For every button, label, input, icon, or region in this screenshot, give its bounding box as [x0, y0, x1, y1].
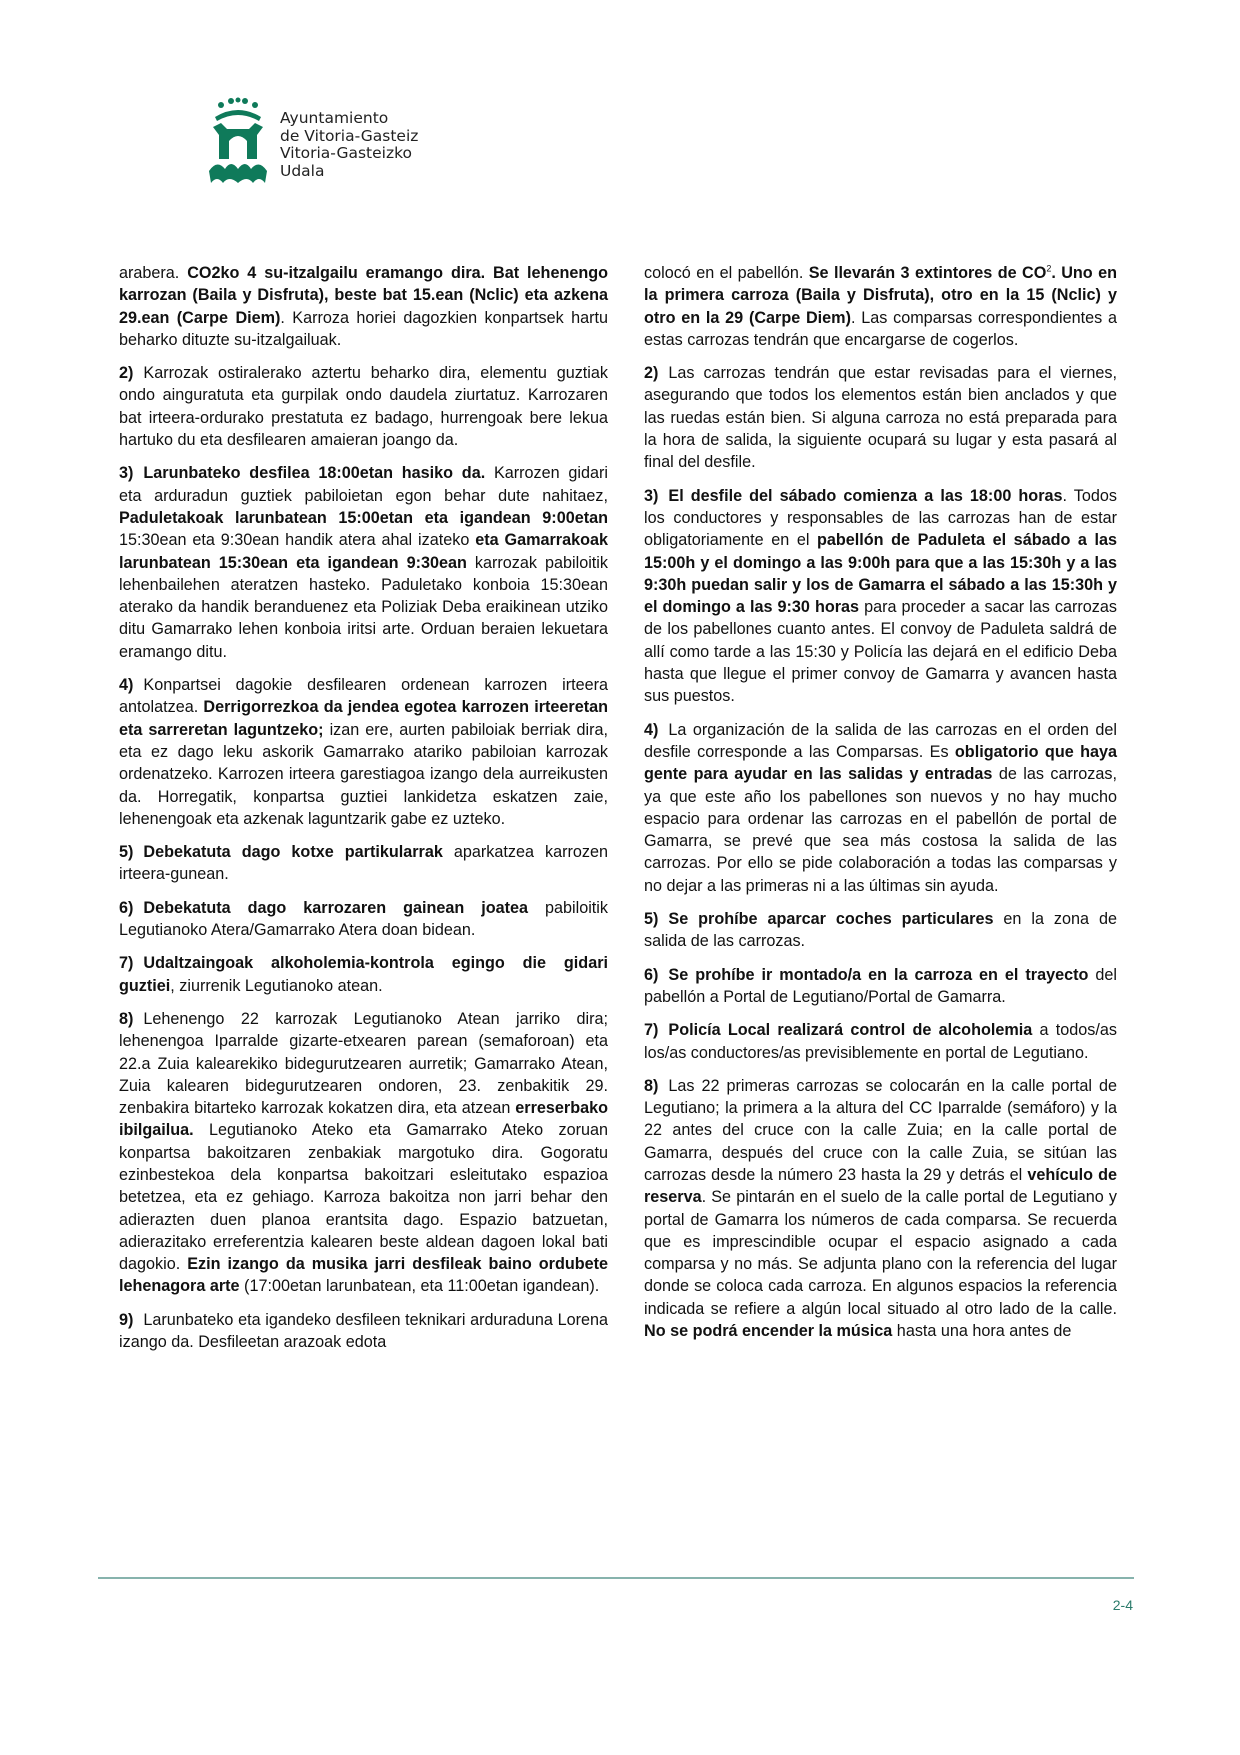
item-number: 3) [644, 486, 659, 505]
org-line: de Vitoria-Gasteiz [280, 126, 419, 145]
text: hasta una hora antes de [892, 1322, 1072, 1341]
text: colocó en el pabellón. [644, 264, 809, 282]
text: (17:00etan larunbatean, eta 11:00etan igandean). [239, 1277, 600, 1296]
bold-text: Udaltzaingoak alkoholemia-kontrola egingo die gidari guztiei [119, 954, 608, 995]
paragraph-7 [644, 1019, 1117, 1064]
text: . Todos los conductores y responsables de las carrozas han de estar obligatoriamente en el [644, 486, 1118, 550]
bold-text: CO2ko 4 su-itzalgailu eramango dira. Bat lehenengo karrozan (Baila y Disfruta), beste bat 15.ean (Nclic) eta azkena 29.ean (Carpe Diem) [119, 264, 609, 327]
bold-text: Se llevarán 3 extintores de CO [808, 264, 1047, 282]
org-line: Udala [280, 161, 325, 180]
text: , ziurrenik Legutianoko atean. [170, 976, 383, 995]
text: . Las comparsas correspondientes a estas carrozas tendrán que encargarse de cogerlos. [644, 308, 1117, 349]
bold-text: El desfile del sábado comienza a las 18:00 horas [668, 486, 1063, 505]
text: Legutianoko Ateko eta Gamarrako Ateko zoruan konpartsa bakoitzaren zenbakiak margotuko dira. Gogoratu ezinbestekoa dela konpartsa bakoitzari esleitutako espazioa betetzea, eta ez gehiago. Karroza bakoitza non jarri behar den adierazten duen planoa erantsita dago. Espazio batzuetan, adierazitako erreferentzia kalearen beste aldean dagoen lokal bati dagokio. [119, 1121, 608, 1274]
paragraph-4 [119, 674, 608, 830]
bold-text: Larunbateko desfilea 18:00etan hasiko da. [143, 464, 486, 483]
bold-text: vehículo de reserva [644, 1165, 1117, 1207]
paragraph-8 [119, 1008, 608, 1298]
bold-text: eta Gamarrakoak larunbatean 15:30ean eta igandean 9:30ean [119, 531, 608, 572]
superscript: 2 [1046, 263, 1052, 274]
bold-text: Se prohíbe ir montado/a en la carroza en el trayecto [668, 965, 1089, 984]
paragraph-1 [644, 262, 1117, 351]
paragraph-6 [644, 964, 1117, 1009]
footer-divider [98, 1577, 1134, 1579]
org-line: Ayuntamiento [280, 109, 389, 127]
org-line: Vitoria-Gasteizko [280, 144, 413, 162]
item-number: 6) [644, 965, 659, 984]
item-number: 4) [644, 720, 659, 739]
paragraph-9 [119, 1309, 608, 1354]
paragraph-6 [119, 897, 608, 942]
text: 15:30ean eta 9:30ean handik atera ahal izateko [119, 531, 476, 550]
paragraph-3 [644, 485, 1117, 708]
item-number: 5) [119, 843, 134, 862]
paragraph-2 [644, 362, 1117, 473]
bold-text: Se prohíbe aparcar coches particulares [668, 910, 994, 929]
bold-text: Paduletakoak larunbatean 15:00etan eta igandean 9:00etan [119, 508, 608, 527]
bold-text: Derrigorrezkoa da jendea egotea karrozen irteeretan eta sarreretan laguntzeko; [119, 698, 608, 739]
bold-text: pabellón de Paduleta el sábado a las 15:00h y el domingo a las 9:00h para que a las 15:30h y a las 9:30h puedan salir y los de Gamarra el sábado a las 15:30h y el domingo a las 9:30 horas [644, 531, 1118, 617]
bold-text: obligatorio que haya gente para ayudar en las salidas y entradas [644, 742, 1117, 784]
text: . Karroza horiei dagozkien konpartsek hartu beharko dituzte su-itzalgailuak. [119, 308, 608, 349]
bold-text: Ezin izango da musika jarri desfileak baino ordubete lehenagora arte [119, 1255, 608, 1296]
text: Larunbateko eta igandeko desfileen teknikari arduraduna Lorena izango da. Desfileetan arazoak edota [119, 1310, 608, 1352]
paragraph-5 [119, 841, 608, 886]
paragraph-2 [119, 362, 608, 451]
item-number: 2) [119, 364, 134, 383]
item-number: 4) [119, 676, 134, 695]
bold-text: erreserbako ibilgailua. [119, 1099, 608, 1140]
page-number: 2-4 [1112, 1597, 1133, 1613]
basque-column [119, 262, 608, 1364]
paragraph-4 [644, 719, 1117, 897]
text: Karrozen gidari eta arduradun guztiek pabiloietan egon behar dute nahitaez, [119, 464, 608, 505]
paragraph-3 [119, 462, 608, 663]
text: de las carrozas, ya que este año los pabellones son nuevos y no hay mucho espacio para ordenar las carrozas en el pabellón de portal de Gamarra, se prevé que sea más costosa la salida de las carrozas. Por ello se pide colaboración a todas las comparsas y no dejar a las primeras ni a las últimas sin ayuda. [644, 765, 1117, 895]
paragraph-1 [119, 262, 608, 351]
paragraph-7 [119, 952, 608, 997]
paragraph-5 [644, 908, 1117, 953]
text: Karrozak ostiralerako aztertu beharko dira, elementu guztiak ondo ainguratuta eta gurpilak ondo daudela ziurtatuz. Karrozaren bat irteera-ordurako prestatuta ez badago, hurrengoak bere lekua hartuko du eta desfilearen amaieran joango da. [119, 364, 608, 450]
text: karrozak pabiloitik lehenbailehen ateratzen hasteko. Paduletako konboia 15:30ean aterako da handik beranduenez eta Poliziak Deba eraikinean utziko ditu Gamarrako lehen konboia iritsi arte. Orduan beraien lekuetara eramango ditu. [119, 553, 608, 661]
text: del pabellón a Portal de Legutiano/Portal de Gamarra. [644, 965, 1117, 1006]
bold-text: Debekatuta dago kotxe partikularrak [143, 843, 443, 862]
item-number: 9) [119, 1310, 134, 1329]
bold-text: Debekatuta dago karrozaren gainean joatea [143, 898, 529, 917]
bold-text: Policía Local realizará control de alcoholemia [668, 1021, 1033, 1040]
coat-of-arms-icon [207, 97, 269, 189]
item-number: 2) [644, 364, 659, 383]
bold-text: No se podrá encender la música [644, 1322, 893, 1341]
text: Konpartsei dagokie desfilearen ordenean karrozen irteera antolatzea. [119, 676, 608, 717]
item-number: 3) [119, 464, 134, 483]
item-number: 8) [644, 1076, 659, 1095]
text: izan ere, aurten pabiloiak berriak dira, eta ez dago leku askorik Gamarrako atariko pabiloian karrozak ordenatzeko. Karrozen irteera garestiagoa izango dela aurreikusten da. Horregatik, konpartsa guztiei lankidetza eskatzen zaie, lehenengoak eta azkenak laguntzarik gabe ez uzteko. [119, 720, 609, 828]
bold-text: . Uno en la primera carroza (Baila y Disfruta), otro en la 15 (Nclic) y otro en la 29 (Carpe Diem) [644, 264, 1117, 327]
item-number: 7) [119, 954, 134, 973]
organization-name [280, 110, 418, 180]
paragraph-8 [644, 1075, 1117, 1343]
text: en la zona de salida de las carrozas. [644, 910, 1117, 951]
text: La organización de la salida de las carrozas en el orden del desfile corresponde a las Comparsas. Es [644, 720, 1117, 761]
item-number: 6) [119, 898, 134, 917]
item-number: 8) [119, 1009, 134, 1028]
text: Las 22 primeras carrozas se colocarán en la calle portal de Legutiano; la primera a la altura del CC Iparralde (semáforo) y la 22 antes del cruce con la calle Zuia; en la calle portal de Gamarra, después del cruce con la calle Zuia, se sitúan las carrozas desde la número 23 hasta la 29 y detrás el [644, 1076, 1117, 1184]
text: para proceder a sacar las carrozas de los pabellones cuanto antes. El convoy de Paduleta saldrá de allí como tarde a las 15:30 y Policía las dejará en el edificio Deba hasta que llegue el primer convoy de Gamarra y avancen hasta sus puestos. [644, 598, 1117, 706]
text: . Se pintarán en el suelo de la calle portal de Legutiano y portal de Gamarra los números de cada comparsa. Se recuerda que es imprescindible ocupar el espacio asignado a cada comparsa y no más. Se adjunta plano con la referencia del lugar donde se coloca cada carroza. En algunos espacios la referencia indicada se refiere a algún local situado al otro lado de la calle. [644, 1188, 1117, 1318]
text: Lehenengo 22 karrozak Legutianoko Atean jarriko dira; lehenengoa Iparralde gizarte-etxearen parean (semaforoan) eta 22.a Zuia kalearekiko bidegurutzearen aurretik; Gamarrako Atean, Zuia kalearen bidegurutzearen ondoren, 23. zenbakitik 29. zenbakira bitarteko karrozak kokatzen dira, eta atzean [119, 1009, 608, 1118]
item-number: 7) [644, 1021, 659, 1040]
text: a todos/as los/as conductores/as previsiblemente en portal de Legutiano. [644, 1021, 1117, 1062]
item-number: 5) [644, 910, 659, 929]
text: aparkatzea karrozen irteera-gunean. [119, 843, 608, 884]
spanish-column [644, 262, 1117, 1353]
text: pabiloitik Legutianoko Atera/Gamarrako Atera doan bidean. [119, 898, 608, 940]
text: Las carrozas tendrán que estar revisadas para el viernes, asegurando que todos los elementos están bien anclados y que las ruedas están bien. Si alguna carroza no está preparada para la hora de salida, la siguiente ocupará su lugar y esta pasará al final del desfile. [644, 364, 1117, 472]
text: arabera. [119, 264, 188, 282]
